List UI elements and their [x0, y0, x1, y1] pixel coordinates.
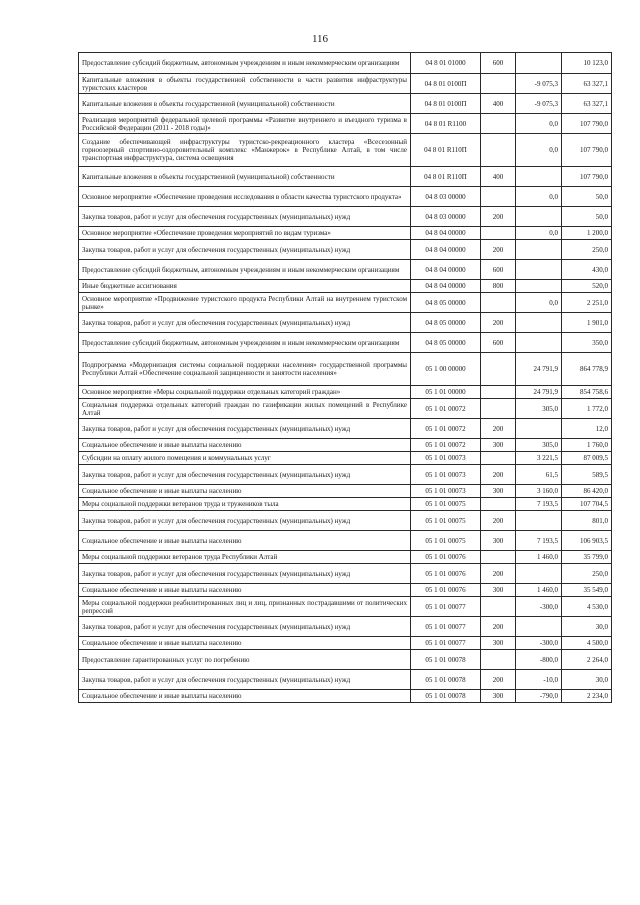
table-row [79, 240, 612, 260]
cell-total: 2 234,0 [562, 690, 612, 703]
table-row [79, 670, 612, 690]
cell-change [516, 207, 562, 227]
cell-name: Закупка товаров, работ и услуг для обеспечения государственных (муниципальных) нужд [79, 313, 411, 333]
cell-total: 35 799,0 [562, 551, 612, 564]
table-row [79, 584, 612, 597]
table-row [79, 637, 612, 650]
cell-name: Предоставление субсидий бюджетным, автономным учреждениям и иным некоммерческим организациям [79, 53, 411, 74]
cell-expense-type: 200 [481, 313, 516, 333]
cell-expense-type: 200 [481, 564, 516, 584]
cell-expense-type: 300 [481, 439, 516, 452]
cell-expense-type: 600 [481, 53, 516, 74]
cell-name: Социальное обеспечение и иные выплаты населению [79, 637, 411, 650]
cell-total: 12,0 [562, 419, 612, 439]
cell-code: 05 1 01 00077 [411, 637, 481, 650]
cell-name: Субсидии на оплату жилого помещения и коммунальных услуг [79, 452, 411, 465]
cell-total: 854 758,6 [562, 386, 612, 399]
table-row [79, 260, 612, 280]
table-row [79, 227, 612, 240]
table-row [79, 94, 612, 114]
cell-change: -300,0 [516, 597, 562, 617]
cell-change: -790,0 [516, 690, 562, 703]
cell-change: 3 160,0 [516, 485, 562, 498]
cell-name: Закупка товаров, работ и услуг для обеспечения государственных (муниципальных) нужд [79, 207, 411, 227]
cell-change [516, 167, 562, 187]
cell-code: 04 8 03 00000 [411, 187, 481, 207]
table-row [79, 439, 612, 452]
cell-code: 04 8 01 R1100 [411, 114, 481, 134]
cell-change [516, 280, 562, 293]
cell-code: 05 1 01 00076 [411, 584, 481, 597]
cell-name: Основное мероприятие «Продвижение туристского продукта Республики Алтай на внутреннем туристском рынке» [79, 293, 411, 313]
cell-name: Капитальные вложения в объекты государственной собственности в части развития инфраструктуры туристских кластеров [79, 74, 411, 94]
cell-change: 1 460,0 [516, 584, 562, 597]
table-row [79, 617, 612, 637]
cell-code: 05 1 01 00075 [411, 498, 481, 511]
cell-name: Меры социальной поддержки реабилитированных лиц и лиц, признанных пострадавшими от политических репрессий [79, 597, 411, 617]
cell-total: 350,0 [562, 333, 612, 353]
cell-name: Социальное обеспечение и иные выплаты населению [79, 485, 411, 498]
cell-name: Капитальные вложения в объекты государственной (муниципальной) собственности [79, 167, 411, 187]
cell-total: 10 123,0 [562, 53, 612, 74]
cell-total: 1 901,0 [562, 313, 612, 333]
cell-total: 864 778,9 [562, 353, 612, 386]
cell-change: 61,5 [516, 465, 562, 485]
cell-code: 05 1 01 00075 [411, 511, 481, 531]
cell-name: Закупка товаров, работ и услуг для обеспечения государственных (муниципальных) нужд [79, 617, 411, 637]
cell-change [516, 240, 562, 260]
cell-code: 04 8 01 0100П [411, 94, 481, 114]
cell-code: 04 8 04 00000 [411, 260, 481, 280]
cell-total: 2 264,0 [562, 650, 612, 670]
cell-name: Подпрограмма «Модернизация системы социальной поддержки населения» государственной программы Республики Алтай «Обеспечение социальной защищенности и занятости населения» [79, 353, 411, 386]
cell-total: 107 790,0 [562, 167, 612, 187]
cell-total: 589,5 [562, 465, 612, 485]
cell-total: 430,0 [562, 260, 612, 280]
cell-total: 87 009,5 [562, 452, 612, 465]
cell-total: 107 790,0 [562, 134, 612, 167]
cell-name: Предоставление субсидий бюджетным, автономным учреждениям и иным некоммерческим организациям [79, 260, 411, 280]
cell-expense-type: 200 [481, 670, 516, 690]
cell-total: 107 790,0 [562, 114, 612, 134]
cell-name: Основное мероприятие «Обеспечение проведения мероприятий по видам туризма» [79, 227, 411, 240]
table-row [79, 498, 612, 511]
cell-name: Закупка товаров, работ и услуг для обеспечения государственных (муниципальных) нужд [79, 465, 411, 485]
cell-expense-type [481, 597, 516, 617]
table-row [79, 333, 612, 353]
table-row [79, 465, 612, 485]
cell-expense-type: 200 [481, 617, 516, 637]
cell-code: 05 1 00 00000 [411, 353, 481, 386]
cell-name: Создание обеспечивающей инфраструктуры туристско-рекреационного кластера «Всесезонный горноозерный спортивно-оздоровительный комплекс «Манжерок» в Республике Алтай, в том числе транспортная инфраструктура, система освещения [79, 134, 411, 167]
table-row [79, 452, 612, 465]
table-row [79, 53, 612, 74]
cell-expense-type [481, 386, 516, 399]
cell-code: 04 8 04 00000 [411, 227, 481, 240]
cell-change: 305,0 [516, 399, 562, 419]
budget-table [78, 52, 612, 703]
cell-expense-type [481, 353, 516, 386]
table-row [79, 187, 612, 207]
cell-change: 0,0 [516, 227, 562, 240]
cell-expense-type [481, 293, 516, 313]
table-row [79, 399, 612, 419]
cell-expense-type: 400 [481, 167, 516, 187]
cell-change: 0,0 [516, 293, 562, 313]
cell-name: Социальная поддержка отдельных категорий граждан по газификации жилых помещений в Республике Алтай [79, 399, 411, 419]
cell-expense-type: 200 [481, 511, 516, 531]
cell-code: 04 8 01 01000 [411, 53, 481, 74]
cell-expense-type [481, 498, 516, 511]
cell-name: Капитальные вложения в объекты государственной (муниципальной) собственности [79, 94, 411, 114]
cell-change [516, 333, 562, 353]
cell-change: 7 193,5 [516, 498, 562, 511]
table-row [79, 650, 612, 670]
table-row [79, 419, 612, 439]
cell-name: Предоставление гарантированных услуг по погребению [79, 650, 411, 670]
cell-name: Социальное обеспечение и иные выплаты населению [79, 690, 411, 703]
table-row [79, 485, 612, 498]
cell-change: 7 193,5 [516, 531, 562, 551]
cell-expense-type: 300 [481, 637, 516, 650]
cell-change [516, 260, 562, 280]
cell-expense-type: 600 [481, 260, 516, 280]
cell-code: 04 8 05 00000 [411, 293, 481, 313]
cell-change: 24 791,9 [516, 386, 562, 399]
table-row [79, 313, 612, 333]
cell-code: 05 1 01 00072 [411, 439, 481, 452]
cell-name: Социальное обеспечение и иные выплаты населению [79, 439, 411, 452]
cell-name: Закупка товаров, работ и услуг для обеспечения государственных (муниципальных) нужд [79, 564, 411, 584]
cell-code: 05 1 01 00000 [411, 386, 481, 399]
cell-total: 63 327,1 [562, 74, 612, 94]
cell-total: 250,0 [562, 240, 612, 260]
cell-expense-type: 200 [481, 465, 516, 485]
table-row [79, 386, 612, 399]
cell-change [516, 564, 562, 584]
cell-name: Социальное обеспечение и иные выплаты населению [79, 531, 411, 551]
cell-name: Основное мероприятие «Обеспечение проведения исследования в области качества туристского продукта» [79, 187, 411, 207]
table-row [79, 531, 612, 551]
table-row [79, 597, 612, 617]
cell-name: Закупка товаров, работ и услуг для обеспечения государственных (муниципальных) нужд [79, 511, 411, 531]
cell-change [516, 511, 562, 531]
cell-total: 106 903,5 [562, 531, 612, 551]
cell-expense-type: 300 [481, 584, 516, 597]
cell-change: 0,0 [516, 114, 562, 134]
cell-name: Меры социальной поддержки ветеранов труда Республики Алтай [79, 551, 411, 564]
cell-change: 3 221,5 [516, 452, 562, 465]
cell-expense-type [481, 399, 516, 419]
table-row [79, 551, 612, 564]
table-row [79, 293, 612, 313]
cell-expense-type: 200 [481, 207, 516, 227]
cell-total: 30,0 [562, 670, 612, 690]
table-row [79, 167, 612, 187]
cell-total: 35 549,0 [562, 584, 612, 597]
cell-total: 801,0 [562, 511, 612, 531]
cell-total: 50,0 [562, 187, 612, 207]
cell-name: Реализация мероприятий федеральной целевой программы «Развитие внутреннего и въездного туризма в Российской Федерации (2011 - 2018 годы)» [79, 114, 411, 134]
cell-total: 50,0 [562, 207, 612, 227]
cell-code: 05 1 01 00072 [411, 399, 481, 419]
cell-expense-type: 300 [481, 485, 516, 498]
cell-code: 04 8 01 0100П [411, 74, 481, 94]
cell-code: 05 1 01 00073 [411, 465, 481, 485]
cell-total: 63 327,1 [562, 94, 612, 114]
cell-code: 05 1 01 00078 [411, 690, 481, 703]
cell-code: 04 8 01 R110П [411, 167, 481, 187]
cell-expense-type: 300 [481, 531, 516, 551]
cell-name: Иные бюджетные ассигнования [79, 280, 411, 293]
cell-name: Меры социальной поддержки ветеранов труда и тружеников тыла [79, 498, 411, 511]
cell-expense-type [481, 650, 516, 670]
cell-code: 05 1 01 00073 [411, 485, 481, 498]
cell-change [516, 53, 562, 74]
cell-expense-type [481, 551, 516, 564]
cell-name: Закупка товаров, работ и услуг для обеспечения государственных (муниципальных) нужд [79, 419, 411, 439]
cell-code: 04 8 01 R110П [411, 134, 481, 167]
table-row [79, 207, 612, 227]
cell-expense-type [481, 114, 516, 134]
cell-expense-type: 800 [481, 280, 516, 293]
cell-code: 05 1 01 00077 [411, 597, 481, 617]
cell-change: -300,0 [516, 637, 562, 650]
cell-change: -10,0 [516, 670, 562, 690]
cell-total: 107 704,5 [562, 498, 612, 511]
table-row [79, 74, 612, 94]
cell-expense-type [481, 187, 516, 207]
cell-code: 04 8 05 00000 [411, 333, 481, 353]
cell-total: 1 760,0 [562, 439, 612, 452]
cell-expense-type: 200 [481, 240, 516, 260]
cell-expense-type [481, 227, 516, 240]
cell-change: -9 075,3 [516, 74, 562, 94]
page-number: 116 [311, 33, 329, 45]
cell-total: 2 251,0 [562, 293, 612, 313]
cell-total: 1 200,0 [562, 227, 612, 240]
cell-code: 05 1 01 00072 [411, 419, 481, 439]
cell-change: 24 791,9 [516, 353, 562, 386]
cell-total: 86 420,0 [562, 485, 612, 498]
cell-code: 05 1 01 00077 [411, 617, 481, 637]
cell-total: 30,0 [562, 617, 612, 637]
cell-change [516, 617, 562, 637]
cell-change [516, 419, 562, 439]
cell-total: 4 500,0 [562, 637, 612, 650]
cell-expense-type: 200 [481, 419, 516, 439]
table-row [79, 134, 612, 167]
cell-code: 05 1 01 00075 [411, 531, 481, 551]
cell-expense-type [481, 452, 516, 465]
cell-expense-type [481, 134, 516, 167]
cell-code: 04 8 05 00000 [411, 313, 481, 333]
cell-name: Закупка товаров, работ и услуг для обеспечения государственных (муниципальных) нужд [79, 240, 411, 260]
cell-name: Основное мероприятие «Меры социальной поддержки отдельных категорий граждан» [79, 386, 411, 399]
cell-name: Закупка товаров, работ и услуг для обеспечения государственных (муниципальных) нужд [79, 670, 411, 690]
table-row [79, 280, 612, 293]
cell-code: 05 1 01 00076 [411, 564, 481, 584]
cell-code: 05 1 01 00076 [411, 551, 481, 564]
cell-code: 05 1 01 00073 [411, 452, 481, 465]
cell-expense-type [481, 74, 516, 94]
cell-total: 1 772,0 [562, 399, 612, 419]
table-row [79, 114, 612, 134]
cell-expense-type: 600 [481, 333, 516, 353]
cell-code: 05 1 01 00078 [411, 670, 481, 690]
table-row [79, 690, 612, 703]
cell-change: 1 460,0 [516, 551, 562, 564]
cell-change: 305,0 [516, 439, 562, 452]
cell-total: 250,0 [562, 564, 612, 584]
table-row [79, 564, 612, 584]
cell-change: -9 075,3 [516, 94, 562, 114]
cell-code: 04 8 04 00000 [411, 280, 481, 293]
cell-code: 04 8 04 00000 [411, 240, 481, 260]
cell-name: Предоставление субсидий бюджетным, автономным учреждениям и иным некоммерческим организациям [79, 333, 411, 353]
cell-change: 0,0 [516, 187, 562, 207]
cell-code: 05 1 01 00078 [411, 650, 481, 670]
cell-name: Социальное обеспечение и иные выплаты населению [79, 584, 411, 597]
table-row [79, 511, 612, 531]
cell-change: -800,0 [516, 650, 562, 670]
cell-expense-type: 400 [481, 94, 516, 114]
table-row [79, 353, 612, 386]
cell-expense-type: 300 [481, 690, 516, 703]
cell-change: 0,0 [516, 134, 562, 167]
cell-change [516, 313, 562, 333]
cell-total: 4 530,0 [562, 597, 612, 617]
cell-code: 04 8 03 00000 [411, 207, 481, 227]
cell-total: 520,0 [562, 280, 612, 293]
